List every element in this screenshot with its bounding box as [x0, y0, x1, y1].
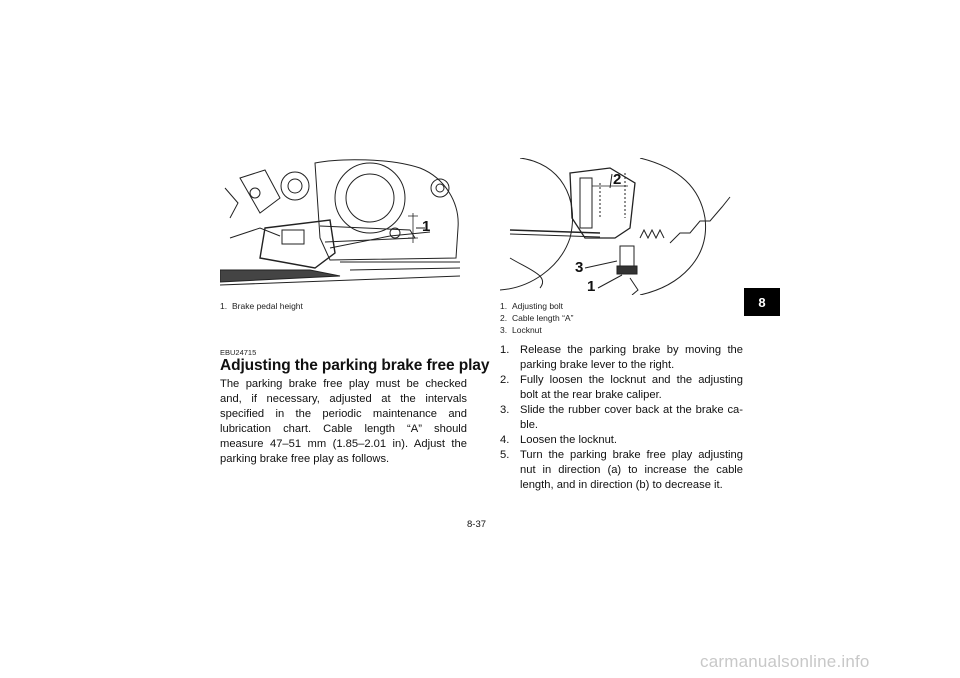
figure1-caption — [220, 300, 303, 312]
section-code: EBU24715 — [220, 348, 257, 357]
parking-brake-caliper-illustration — [500, 158, 746, 295]
caption-row: 3. Locknut — [500, 325, 542, 335]
callout-1: 1 — [422, 218, 431, 235]
figure2-caption — [500, 300, 573, 336]
section-title: Adjusting the parking brake free play — [220, 357, 490, 374]
steps-list — [500, 343, 743, 493]
list-item: 5. Turn the parking brake free play adjusting nut in direction (a) to increase the cable length, and in direction (b) to decrease it. — [500, 449, 743, 491]
caliper-drawing — [500, 158, 746, 295]
list-item: 1. Release the parking brake by moving the parking brake lever to the right. — [500, 344, 743, 371]
section-body: The parking brake free play must be checked and, if necessary, adjusted at the intervals specified in the periodic maintenance and lubrication chart. Cable length “A” should measure 47–51 mm (1.85–2.01 in). Adjust the parking brake free play as follows. — [220, 378, 467, 465]
chapter-tab: 8 — [744, 288, 780, 316]
caption-row: 1. Brake pedal height — [220, 301, 303, 311]
list-item: 4. Loosen the locknut. — [500, 434, 618, 446]
callout-1: 1 — [587, 278, 596, 295]
list-item: 2. Fully loosen the locknut and the adjusting bolt at the rear brake caliper. — [500, 374, 743, 401]
callout-3: 3 — [575, 259, 584, 276]
watermark-text: carmanualsonline.info — [700, 652, 870, 671]
caption-row: 2. Cable length “A” — [500, 313, 574, 323]
list-item: 3. Slide the rubber cover back at the brake ca-ble. — [500, 404, 743, 431]
page-number: 8-37 — [467, 519, 487, 530]
callout-2: 2 — [613, 171, 622, 188]
brake-pedal-illustration — [220, 158, 466, 295]
caption-row: 1. Adjusting bolt — [500, 301, 564, 311]
